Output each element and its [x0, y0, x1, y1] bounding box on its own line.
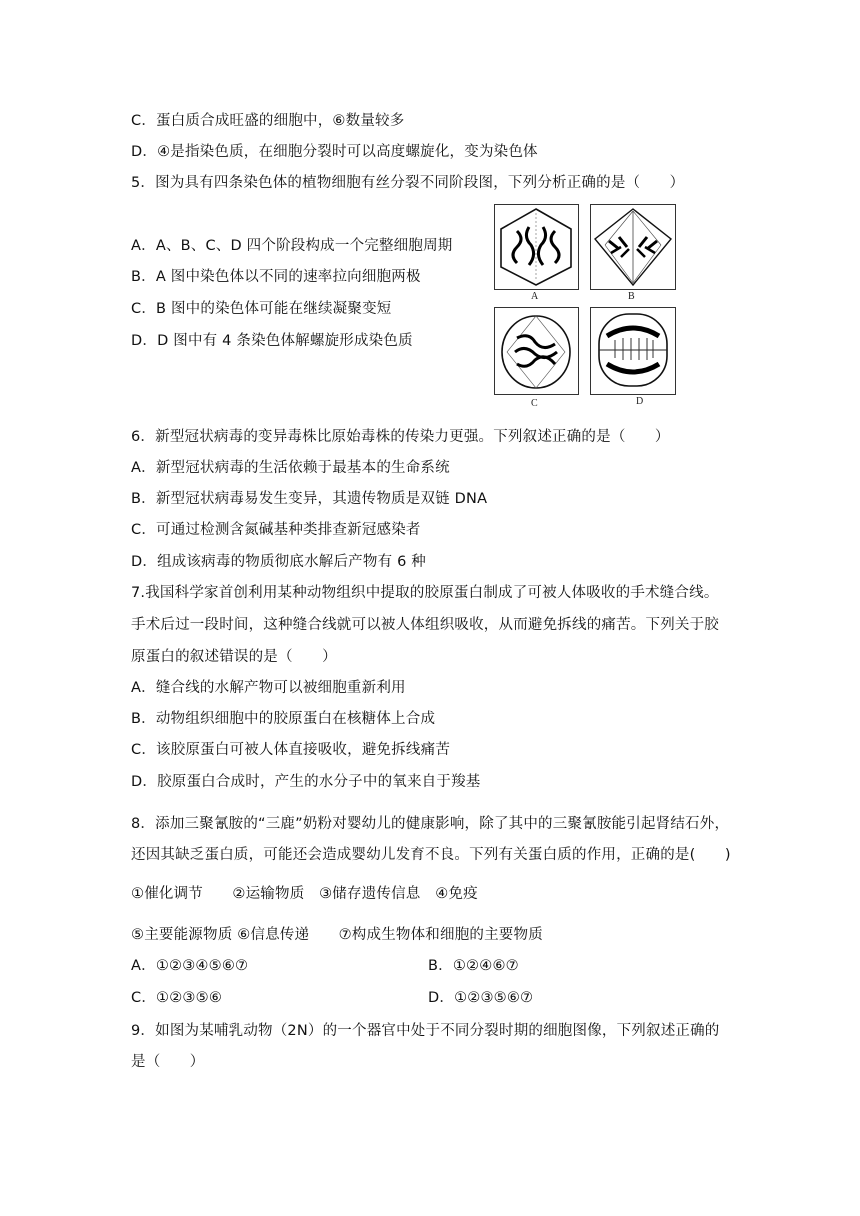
question-7-stem-line-2: 手术后过一段时间，这种缝合线就可以被人体组织吸收，从而避免拆线的痛苦。下列关于胶: [131, 617, 719, 633]
cell-figure-d: [590, 307, 676, 395]
cell-figure-a: [494, 204, 579, 290]
line-q5-option-d: D．D 图中有 4 条染色体解螺旋形成染色质: [131, 333, 413, 349]
figure-label-c: C: [531, 398, 538, 409]
cell-figure-b: [590, 204, 676, 290]
line-q6-option-d: D．组成该病毒的物质彻底水解后产物有 6 种: [131, 554, 427, 570]
question-7-stem-line-1: 7.我国科学家首创利用某种动物组织中提取的胶原蛋白制成了可被人体吸收的手术缝合线。: [131, 585, 719, 601]
line-q7-option-a: A．缝合线的水解产物可以被细胞重新利用: [131, 680, 406, 696]
cell-drawing-a: [495, 205, 578, 289]
cell-drawing-d: [591, 308, 675, 394]
line-q7-option-b: B．动物组织细胞中的胶原蛋白在核糖体上合成: [131, 711, 436, 727]
line-q5-option-c: C．B 图中的染色体可能在继续凝聚变短: [131, 301, 392, 317]
line-q7-option-c: C．该胶原蛋白可被人体直接吸收，避免拆线痛苦: [131, 742, 451, 758]
line-q6-option-b: B．新型冠状病毒易发生变异，其遗传物质是双链 DNA: [131, 491, 488, 507]
question-8-items-line-1: ①催化调节 ②运输物质 ③储存遗传信息 ④免疫: [131, 886, 478, 902]
line-q4-option-d: D．④是指染色质，在细胞分裂时可以高度螺旋化，变为染色体: [131, 144, 538, 160]
line-q8-option-b: B．①②④⑥⑦: [428, 958, 519, 974]
figure-label-b: B: [628, 291, 635, 302]
line-q8-option-c: C．①②③⑤⑥: [131, 990, 223, 1006]
line-q6-option-a: A．新型冠状病毒的生活依赖于最基本的生命系统: [131, 460, 450, 476]
question-8-stem-line-2: 还因其缺乏蛋白质，可能还会造成婴幼儿发育不良。下列有关蛋白质的作用，正确的是( ): [131, 847, 731, 863]
line-q7-option-d: D．胶原蛋白合成时，产生的水分子中的氧来自于羧基: [131, 774, 481, 790]
question-7-stem-line-3: 原蛋白的叙述错误的是（ ）: [131, 649, 337, 665]
cell-drawing-c: [495, 308, 578, 394]
line-q8-option-d: D．①②③⑤⑥⑦: [428, 990, 534, 1006]
line-q6-option-c: C．可通过检测含氮碱基种类排查新冠感染者: [131, 522, 421, 538]
cell-figure-c: [494, 307, 579, 395]
question-8-items-line-2: ⑤主要能源物质 ⑥信息传递 ⑦构成生物体和细胞的主要物质: [131, 927, 543, 943]
question-9-stem-line-1: 9．如图为某哺乳动物（2N）的一个器官中处于不同分裂时期的细胞图像，下列叙述正确的: [131, 1023, 720, 1039]
question-9-stem-line-2: 是（ ）: [131, 1054, 205, 1070]
question-8-stem-line-1: 8．添加三聚氰胺的“三鹿”奶粉对婴幼儿的健康影响，除了其中的三聚氰胺能引起肾结石外，: [131, 816, 730, 832]
figure-label-a: A: [531, 291, 539, 302]
line-q4-option-c: C．蛋白质合成旺盛的细胞中，⑥数量较多: [131, 113, 405, 129]
cell-drawing-b: [591, 205, 675, 289]
question-5-stem: 5．图为具有四条染色体的植物细胞有丝分裂不同阶段图，下列分析正确的是（ ）: [131, 175, 685, 191]
question-6-stem: 6．新型冠状病毒的变异毒株比原始毒株的传染力更强。下列叙述正确的是（ ）: [131, 429, 670, 445]
line-q8-option-a: A．①②③④⑤⑥⑦: [131, 958, 249, 974]
line-q5-option-a: A．A、B、C、D 四个阶段构成一个完整细胞周期: [131, 238, 453, 254]
line-q5-option-b: B．A 图中染色体以不同的速率拉向细胞两极: [131, 269, 421, 285]
figure-label-d: D: [636, 396, 644, 407]
